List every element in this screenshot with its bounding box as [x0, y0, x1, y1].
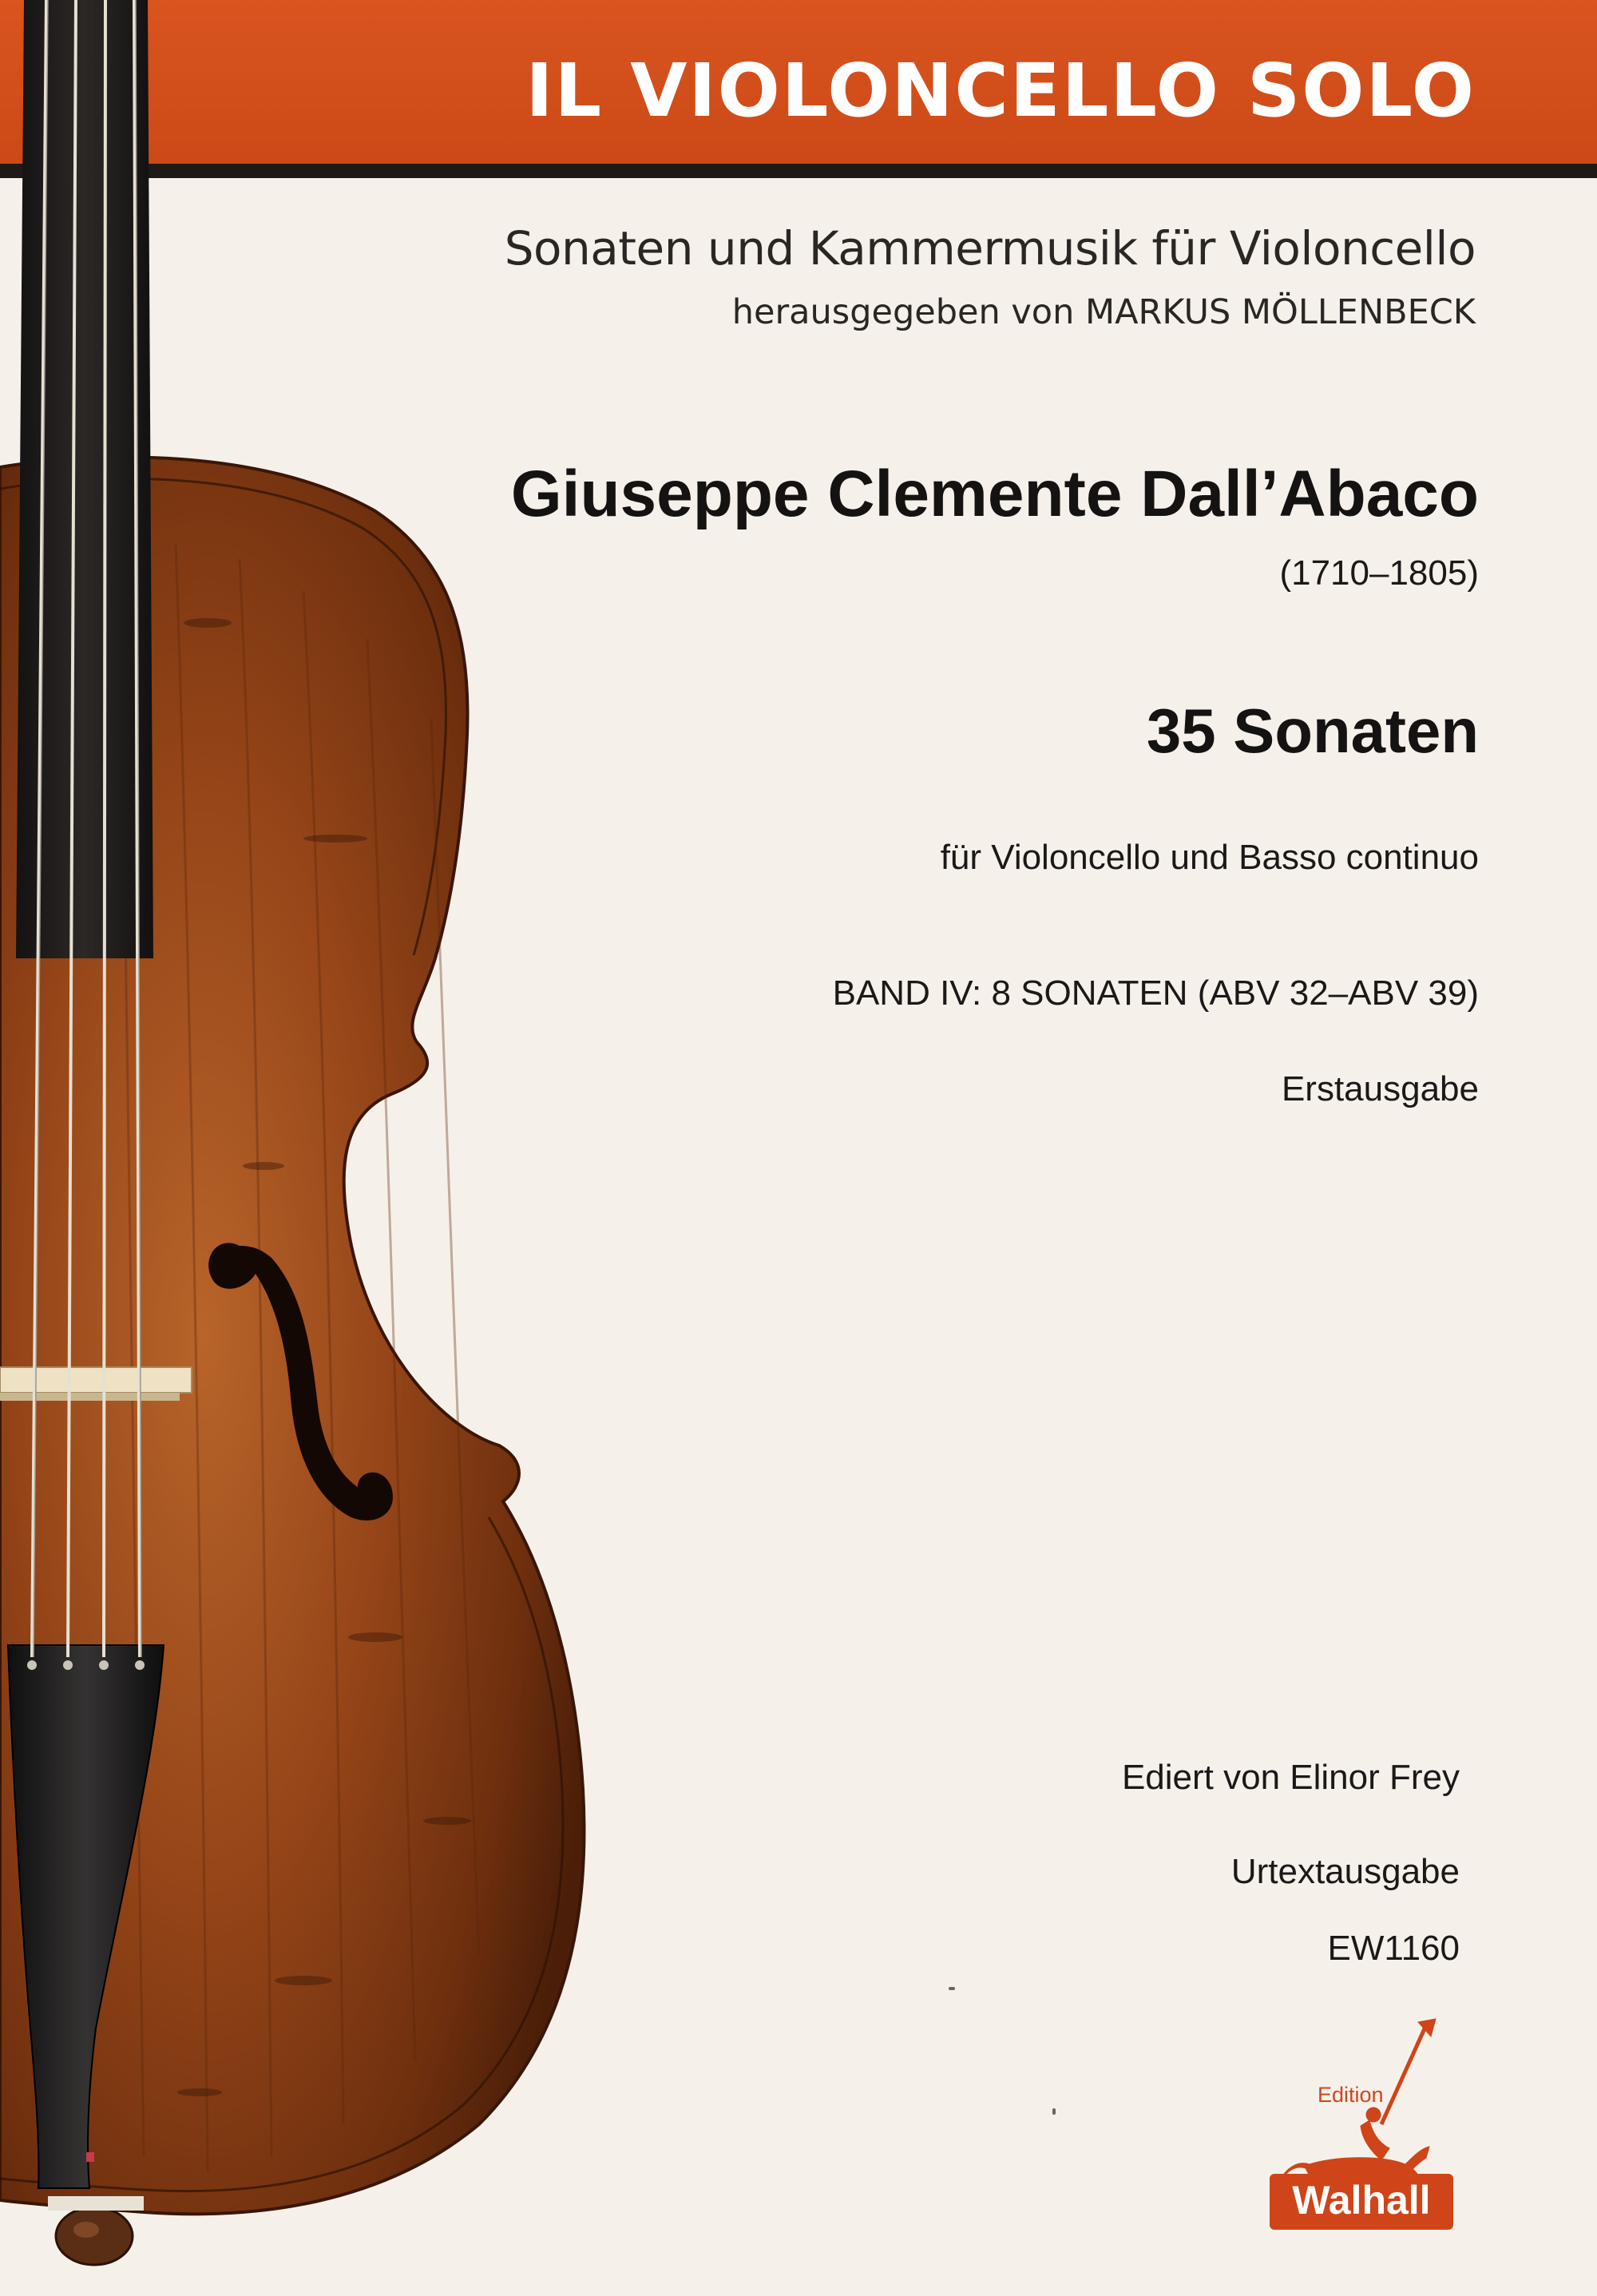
edited-by: Ediert von Elinor Frey [1121, 1758, 1460, 1797]
publisher-edition-label: Edition [1318, 2083, 1384, 2107]
bridge [0, 1367, 192, 1393]
work-title: 35 Sonaten [1146, 696, 1479, 766]
instrumentation: für Violoncello und Basso continuo [940, 838, 1479, 877]
composer-dates: (1710–1805) [1279, 553, 1479, 593]
end-button [56, 2207, 133, 2265]
series-editor: herausgegeben von MARKUS MÖLLENBECK [731, 292, 1476, 332]
composer-name: Giuseppe Clemente Dall’Abaco [510, 458, 1479, 530]
urtext-label: Urtextausgabe [1230, 1852, 1460, 1891]
cello-photo-icon [0, 0, 639, 2296]
fingerboard [16, 0, 153, 958]
publisher-name: Walhall [1292, 2178, 1431, 2223]
catalog-number: EW1160 [1327, 1929, 1460, 1968]
series-subtitle: Sonaten und Kammermusik für Violoncello [504, 221, 1476, 276]
first-edition-label: Erstausgabe [1281, 1069, 1479, 1108]
speck [949, 1987, 955, 1990]
volume-info: BAND IV: 8 SONATEN (ABV 32–ABV 39) [832, 974, 1479, 1013]
speck [1052, 2108, 1056, 2115]
series-title: IL VIOLONCELLO SOLO [525, 48, 1476, 133]
